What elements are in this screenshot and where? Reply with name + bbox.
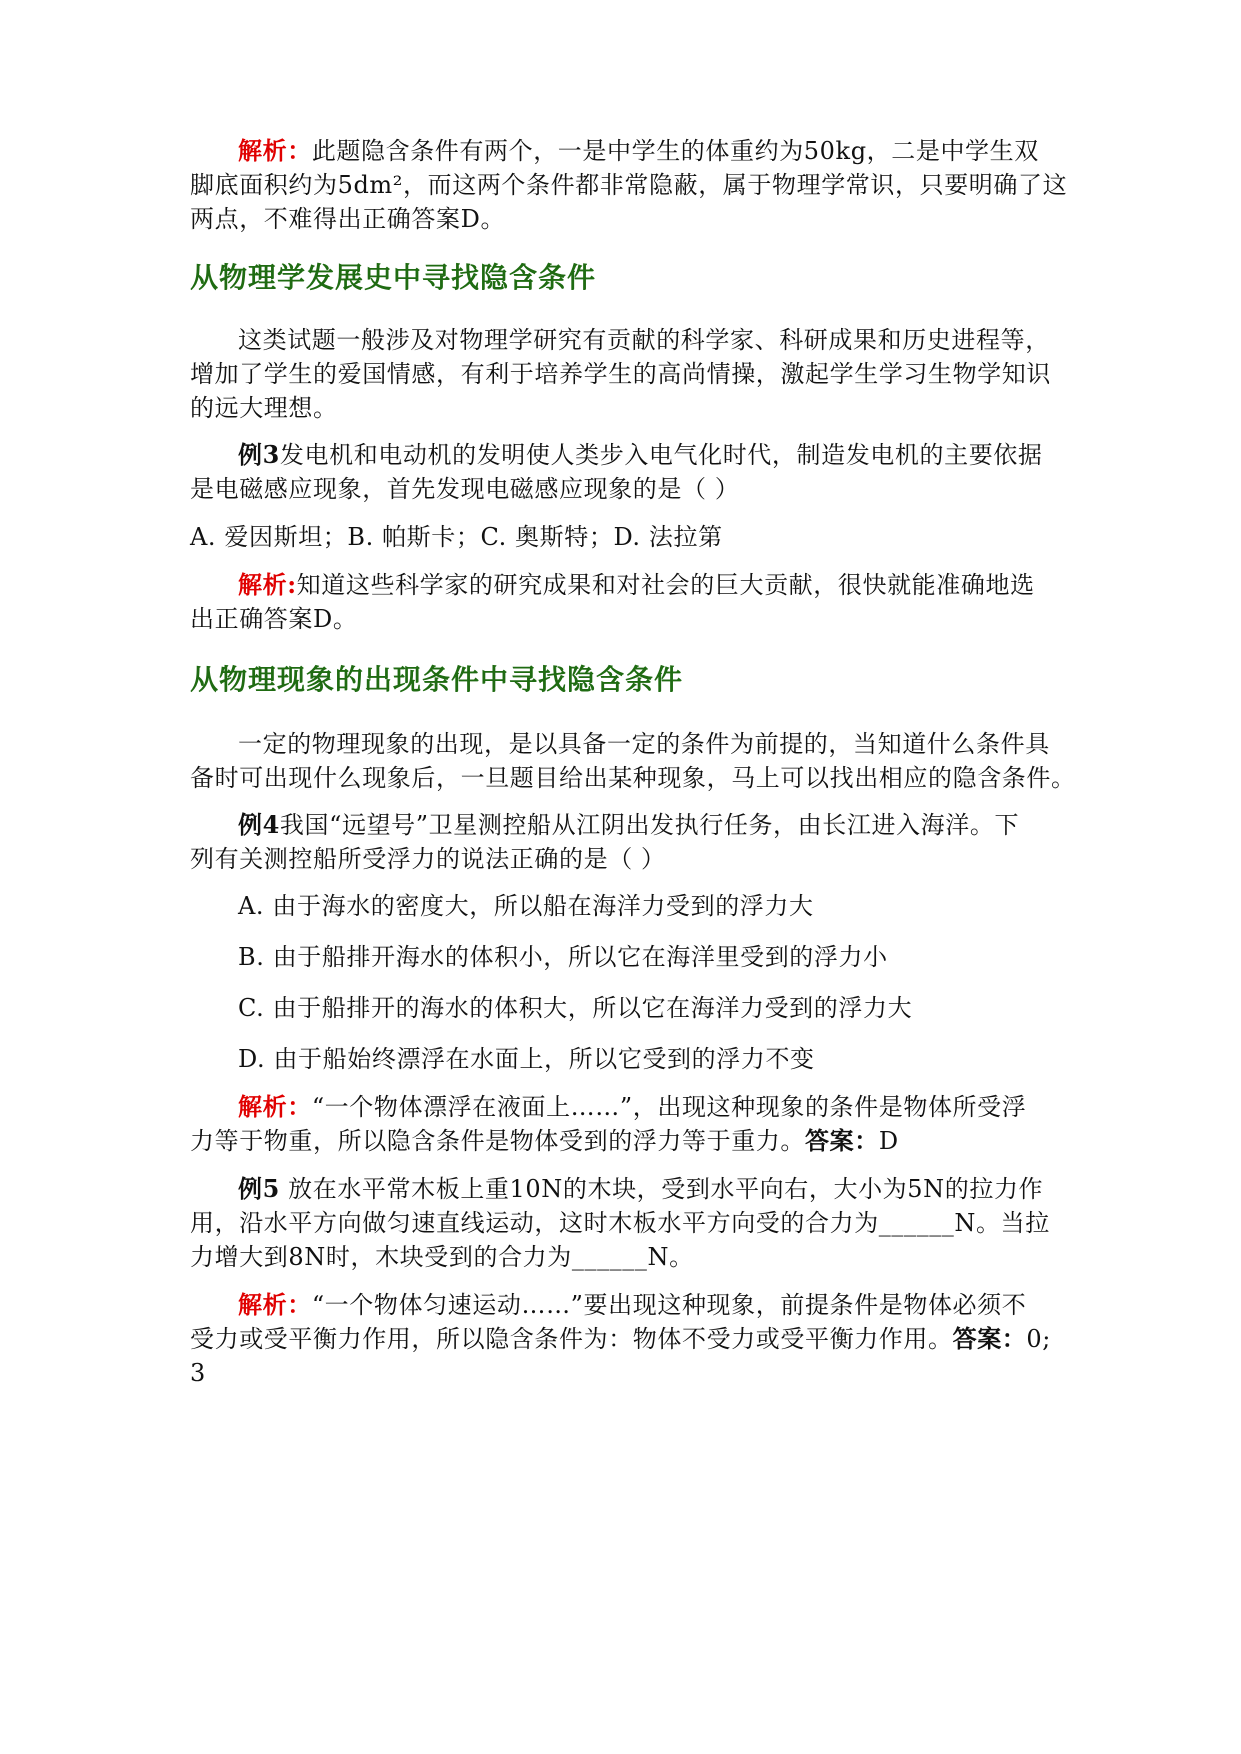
answer-value: D [878,1127,899,1155]
option-a: A. 由于海水的密度大，所以船在海洋力受到的浮力大 [238,892,814,920]
section-heading-2: 从物理现象的出现条件中寻找隐含条件 [190,663,684,696]
analysis-4-line-2 [190,1124,1060,1158]
section-heading-1: 从物理学发展史中寻找隐含条件 [190,261,597,294]
analysis-3-line-1 [238,568,1108,602]
paragraph-1-line-1: 这类试题一般涉及对物理学研究有贡献的科学家、科研成果和历史进程等， [238,326,1050,354]
option-d: D. 由于船始终漂浮在水面上，所以它受到的浮力不变 [238,1045,815,1073]
analysis-5-line-3: 3 [190,1359,206,1387]
paragraph-2-line-1: 一定的物理现象的出现，是以具备一定的条件为前提的，当知道什么条件具 [238,730,1050,758]
example-4-line-1 [238,808,1108,842]
example-label: 例5 [238,1174,280,1203]
analysis-label: 解析： [238,1092,312,1121]
paragraph-2-line-2: 备时可出现什么现象后，一旦题目给出某种现象，马上可以找出相应的隐含条件。 [190,764,1076,792]
analysis-4-line-1 [238,1090,1108,1124]
option-b: B. 由于船排开海水的体积小，所以它在海洋里受到的浮力小 [238,943,888,971]
analysis-1-line-2: 脚底面积约为5dm²，而这两个条件都非常隐蔽，属于物理学常识，只要明确了这 [190,171,1068,199]
example-3-line-1 [238,438,1108,472]
text: 受力或受平衡力作用，所以隐含条件为：物体不受力或受平衡力作用。 [190,1325,953,1353]
example-3-options: A. 爱因斯坦；B. 帕斯卡；C. 奥斯特；D. 法拉第 [190,523,723,551]
analysis-3-line-2: 出正确答案D。 [190,605,358,633]
paragraph-1-line-2: 增加了学生的爱国情感，有利于培养学生的高尚情操，激起学生学习生物学知识 [190,360,1051,388]
example-label: 例4 [238,810,280,839]
answer-label: 答案： [805,1126,879,1155]
paragraph-1-line-3: 的远大理想。 [190,394,338,422]
text: 发电机和电动机的发明使人类步入电气化时代，制造发电机的主要依据 [279,441,1043,469]
example-5-line-2: 用，沿水平方向做匀速直线运动，这时木板水平方向受的合力为______N。当拉 [190,1209,1050,1237]
analysis-5-line-1 [238,1288,1108,1322]
analysis-1-line-1 [238,134,1108,168]
text: “一个物体漂浮在液面上……”，出现这种现象的条件是物体所受浮 [311,1093,1027,1121]
text: 我国“远望号”卫星测控船从江阴出发执行任务，由长江进入海洋。下 [279,811,1020,839]
text: 此题隐含条件有两个，一是中学生的体重约为50kg，二是中学生双 [311,137,1039,165]
example-5-line-3: 力增大到8N时，木块受到的合力为______N。 [190,1243,694,1271]
example-3-line-2: 是电磁感应现象，首先发现电磁感应现象的是（ ） [190,475,740,503]
analysis-label: 解析： [238,136,312,165]
text: 力等于物重，所以隐含条件是物体受到的浮力等于重力。 [190,1127,805,1155]
analysis-label: 解析： [238,1290,312,1319]
analysis-5-line-2 [190,1322,1060,1356]
answer-value: 0; [1026,1325,1051,1353]
answer-label: 答案： [952,1324,1027,1353]
analysis-label: 解析: [238,570,297,599]
example-5-line-1 [238,1172,1108,1206]
text: 知道这些科学家的研究成果和对社会的巨大贡献，很快就能准确地选 [296,571,1035,599]
text: “一个物体匀速运动……”要出现这种现象，前提条件是物体必须不 [311,1291,1027,1319]
option-c: C. 由于船排开的海水的体积大，所以它在海洋力受到的浮力大 [238,994,913,1022]
text: 放在水平常木板上重10N的木块，受到水平向右，大小为5N的拉力作 [279,1175,1044,1203]
example-4-line-2: 列有关测控船所受浮力的说法正确的是（ ） [190,845,666,873]
example-label: 例3 [238,440,280,469]
analysis-1-line-3: 两点，不难得出正确答案D。 [190,205,506,233]
